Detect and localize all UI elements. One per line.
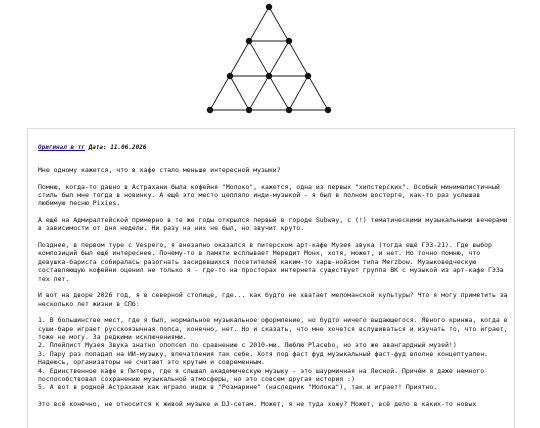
triangle-dots-icon (0, 0, 540, 125)
post-date: 11.06.2026 (110, 144, 147, 151)
post-content (38, 144, 510, 417)
paragraph-closing: Это всё конечно, не относится к живой музыке и DJ-сетам. Может, я не туда хожу? Может, всё дело в каких-то новых (38, 400, 477, 409)
paragraph-question: И вот на дворе 2026 год, я в северной столице, где... как будто не хватает меломанской культуры? Что я могу приметить за несколько лет жизни в СПб: (38, 291, 508, 308)
paragraph-moloko: Помню, когда-то давно в Астрахани была кофейня "Молоко", кажется, одна из первых "хипстерских". Особый минималистичный стиль был мне тогда в новинку. А ещё это место цепляло инди-музыкой - я был в полном восторге, как-то раз услышав любимую песню Pixies. (38, 182, 500, 208)
date-label: Дата: (88, 144, 107, 151)
numbered-list: 1. В большинстве мест, где я был, нормальное музыкальное оформление, но будто ничего выдающегося. Явного кринжа, когда в суши-баре играет русскоязычная попса, конечно, нет. Но и сказать, что мне хочется вслушиваться и изучать то, что играет, тоже не могу. За редкими исключениями. 2. Плейлист Музея Звука знатно опопсел по сравнению с 2010-ми. Люблю Placebo, но это же авангардный музей!) 3. Пару раз попадал на ИИ-музыку, впечатления так себе. Хотя под фаст фуд музыкальный фаст-фуд вполне концептуален. Надеюсь, организаторы не считают это крутым и современным. 4. Единственное кафе в Питере, где я слышал академическую музыку - это шаурмичная на Лесной. Причём я даже немного поспособствовал сохранению музыкальной атмосферы, но это совсем другая история :) 5. А вот в родной Астрахани как играло инди в "Розмарине" (наследник "Молока"), так и играет! Приятно. (38, 316, 508, 392)
paragraph-intro: Мне одному кажется, что в кафе стало меньше интересной музыки? (38, 166, 281, 174)
paragraph-museum: Позднее, в первом туре с Vespero, я внезапно оказался в питерском арт-кафе Музея звука (тогда ещё ГЭЗ-21). Где выбор композиций был ещё интереснее. Почему-то в памяти всплывает Мередит Монк, хотя, может, и нет. Но точно помню, что девушка-бариста собиралась разогнать засидевшихся посетителей каким-то харш-нойзом типа Merzbow. Музыковедческую составляющую кофейни оценил не только я - где-то на просторах интернета существует группа ВК с музыкой из арт-кафе ГЭЗа тех лет. (38, 241, 504, 283)
paragraph-subway: А ещё на Адмиралтейской примерно в те же годы открылся первый в городе Subway, с (!) тематическими музыкальными вечерами в зависимости от дня недели. Ни разу на них не был, но звучит круто. (38, 216, 508, 233)
post-meta (38, 144, 510, 152)
source-link[interactable]: Оригинал в тг (38, 144, 85, 151)
post-card (27, 128, 515, 428)
